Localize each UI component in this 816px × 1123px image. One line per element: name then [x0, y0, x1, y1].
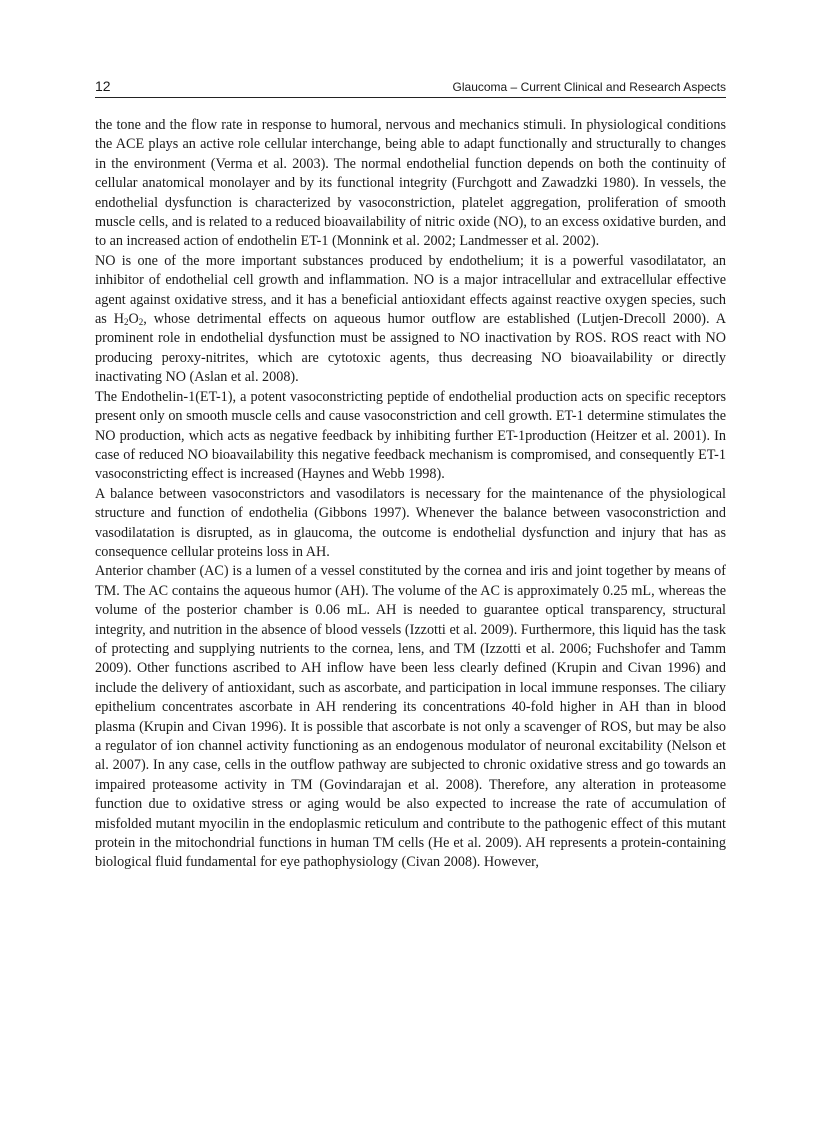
paragraph-endothelin: The Endothelin-1(ET-1), a potent vasoconstricting peptide of endothelial production acts on specific receptors present only on smooth muscle cells and cause vasoconstriction and cell growth. ET-1 determine stimulates the NO production, which acts as negative feedback by inhibiting further ET-1production (Heitzer et al. 2001). In case of reduced NO bioavailability this negative feedback mechanism is compromised, and consequently ET-1 vasoconstricting effect is increased (Haynes and Webb 1998). — [95, 388, 726, 483]
page-number: 12 — [95, 78, 111, 94]
paragraph-endothelial-function: the tone and the flow rate in response to humoral, nervous and mechanics stimuli. In physiological conditions the ACE plays an active role cellular interchange, being able to adapt functionally and structurally to changes in the environment (Verma et al. 2003). The normal endothelial function depends on both the continuity of cellular anatomical monolayer and by its functional integrity (Furchgott and Zawadzki 1980). In vessels, the endothelial dysfunction is characterized by vasoconstriction, platelet aggregation, proliferation of smooth muscle cells, and is related to a reduced bioavailability of nitric oxide (NO), to an excess oxidative burden, and to an increased action of endothelin ET-1 (Monnink et al. 2002; Landmesser et al. 2002). — [95, 117, 726, 250]
subscript: 2 — [138, 317, 144, 328]
body-text — [95, 116, 726, 873]
paragraph-anterior-chamber: Anterior chamber (AC) is a lumen of a vessel constituted by the cornea and iris and joint together by means of TM. The AC contains the aqueous humor (AH). The volume of the AC is approximately 0.25 mL, whereas the volume of the posterior chamber is 0.06 mL. AH is needed to guarantee optical transparency, structural integrity, and nutrition in the absence of blood vessels (Izzotti et al. 2009). Furthermore, this liquid has the task of protecting and supplying nutrients to the cornea, lens, and TM (Izzotti et al. 2006; Fuchshofer and Tamm 2009). Other functions ascribed to AH inflow have been less clearly defined (Krupin and Civan 1996) and include the delivery of antioxidant, such as ascorbate, and participation in local immune responses. The ciliary epithelium concentrates ascorbate in AH rendering its concentrations 40-fold higher in AH than in blood plasma (Krupin and Civan 1996). It is possible that ascorbate is not only a scavenger of ROS, but may be also a regulator of ion channel activity functioning as an endogenous modulator of neuronal excitability (Nelson et al. 2007). In any case, cells in the outflow pathway are subjected to chronic oxidative stress and go towards an impaired proteasome activity in TM (Govindarajan et al. 2008). Therefore, any alteration in proteasome function due to oxidative stress or aging would be also expected to increase the rate of accumulation of misfolded mutant myocilin in the endoplasmic reticulum and contribute to the pathogenic effect of this mutant protein in the mitochondrial functions in human TM cells (He et al. 2009). AH represents a protein-containing biological fluid fundamental for eye pathophysiology (Civan 2008). However, — [95, 563, 726, 871]
paragraph-vasoconstrictor-balance: A balance between vasoconstrictors and vasodilators is necessary for the maintenance of the physiological structure and function of endothelia (Gibbons 1997). Whenever the balance between vasoconstriction and vasodilatation is disrupted, as in glaucoma, the outcome is endothelial dysfunction and injury that has as consequence cellular proteins loss in AH. — [95, 485, 726, 560]
subscript: 2 — [124, 317, 129, 328]
paragraph-nitric-oxide — [95, 252, 726, 388]
text-run: O — [128, 311, 139, 328]
text-run: NO is one of the more important substances produced by endothelium; it is a powerful vasodilatator, an inhibitor of endothelial cell growth and inflammation. NO is a major intracellular and extracellular effective agent against oxidative stress, and it has a beneficial antioxidant effects against reactive oxygen species, such as H — [95, 252, 726, 328]
running-title: Glaucoma – Current Clinical and Research Aspects — [452, 80, 726, 94]
page-header — [95, 78, 726, 98]
text-run: , whose detrimental effects on aqueous humor outflow are established (Lutjen-Drecoll 2000). A prominent role in endothelial dysfunction must be assigned to NO inactivation by ROS. ROS react with NO producing peroxy-nitrites, which are cytotoxic agents, thus decreasing NO bioavailability or directly inactivating NO (Aslan et al. 2008). — [95, 311, 726, 386]
